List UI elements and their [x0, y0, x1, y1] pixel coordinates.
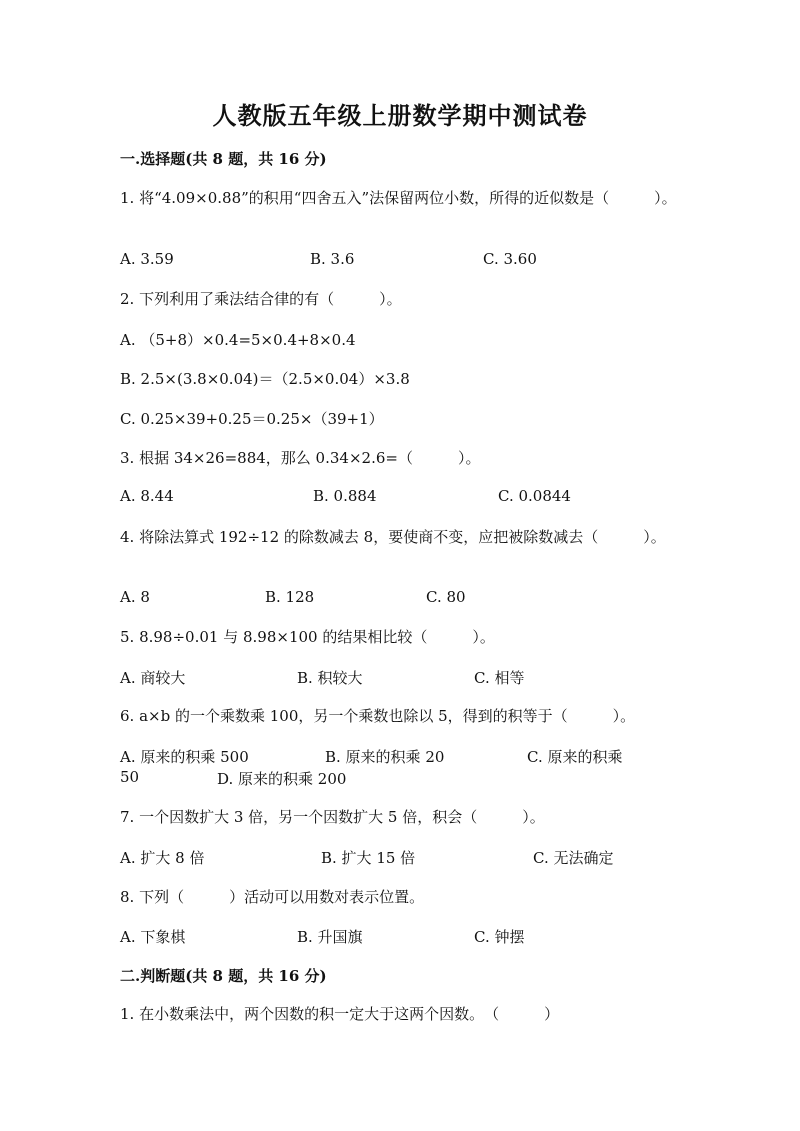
option-7a: A. 扩大 8 倍: [120, 849, 205, 867]
option-2a: A. （5+8）×0.4=5×0.4+8×0.4: [120, 331, 356, 349]
question-1: 1. 将“4.09×0.88”的积用“四舍五入”法保留两位小数，所得的近似数是（ ）。: [120, 189, 677, 207]
option-6d: D. 原来的积乘 200: [217, 770, 347, 788]
page-title: 人教版五年级上册数学期中测试卷: [212, 101, 588, 130]
option-3c: C. 0.0844: [498, 487, 571, 505]
option-4b: B. 128: [265, 588, 315, 606]
option-2b: B. 2.5×(3.8×0.04)＝（2.5×0.04）×3.8: [120, 370, 410, 388]
option-6c-continued: 50: [120, 768, 140, 786]
question-4: 4. 将除法算式 192÷12 的除数减去 8，要使商不变，应把被除数减去（ ）。: [120, 528, 666, 546]
option-8b: B. 升国旗: [297, 928, 363, 946]
question-6: 6. a×b 的一个乘数乘 100，另一个乘数也除以 5，得到的积等于（ ）。: [120, 707, 636, 725]
option-1c: C. 3.60: [483, 250, 537, 268]
judgement-question-1: 1. 在小数乘法中，两个因数的积一定大于这两个因数。 （ ）: [120, 1005, 560, 1023]
section-heading-judgement: 二.判断题(共 8 题，共 16 分): [120, 967, 327, 985]
option-5b: B. 积较大: [297, 669, 363, 687]
option-1b: B. 3.6: [310, 250, 355, 268]
option-5a: A. 商较大: [120, 669, 186, 687]
option-6c: C. 原来的积乘: [527, 748, 623, 766]
option-3b: B. 0.884: [313, 487, 377, 505]
option-7c: C. 无法确定: [533, 849, 614, 867]
option-3a: A. 8.44: [120, 487, 174, 505]
question-3: 3. 根据 34×26=884，那么 0.34×2.6=（ ）。: [120, 449, 481, 467]
option-1a: A. 3.59: [120, 250, 174, 268]
option-5c: C. 相等: [474, 669, 525, 687]
option-8c: C. 钟摆: [474, 928, 525, 946]
option-6a: A. 原来的积乘 500: [120, 748, 249, 766]
option-7b: B. 扩大 15 倍: [321, 849, 416, 867]
question-8: 8. 下列（ ）活动可以用数对表示位置。: [120, 888, 425, 906]
option-2c: C. 0.25×39+0.25＝0.25×（39+1）: [120, 410, 384, 428]
option-4c: C. 80: [426, 588, 466, 606]
option-4a: A. 8: [120, 588, 150, 606]
section-heading-choice: 一.选择题(共 8 题，共 16 分): [120, 150, 327, 168]
option-6b: B. 原来的积乘 20: [325, 748, 445, 766]
question-5: 5. 8.98÷0.01 与 8.98×100 的结果相比较（ ）。: [120, 628, 495, 646]
option-8a: A. 下象棋: [120, 928, 186, 946]
question-7: 7. 一个因数扩大 3 倍，另一个因数扩大 5 倍，积会（ ）。: [120, 808, 545, 826]
question-2: 2. 下列利用了乘法结合律的有（ ）。: [120, 290, 402, 308]
